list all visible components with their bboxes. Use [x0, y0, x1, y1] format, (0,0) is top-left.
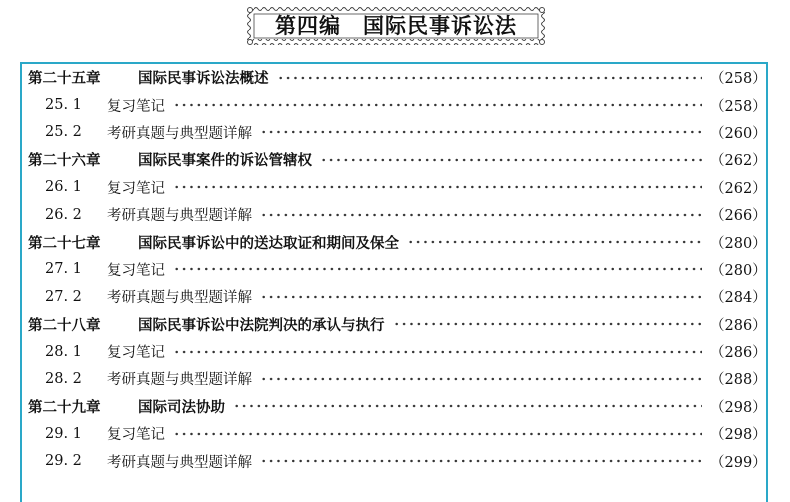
table-of-contents	[28, 64, 767, 475]
section-title: 复习笔记	[107, 180, 165, 197]
section-number: 27. 1	[45, 261, 82, 278]
dot-leader	[393, 317, 703, 331]
page-number: （286）	[710, 345, 767, 362]
toc-section-row[interactable]	[28, 447, 767, 474]
page-number: （280）	[710, 262, 767, 279]
chapter-title: 国际司法协助	[138, 399, 225, 416]
page-number: （284）	[710, 290, 767, 307]
chapter-title: 国际民事诉讼中的送达取证和期间及保全	[138, 235, 399, 252]
dot-leader	[260, 454, 702, 468]
dot-leader	[407, 235, 702, 249]
dot-leader	[320, 153, 702, 167]
toc-chapter-row[interactable]	[28, 146, 767, 173]
toc-section-row[interactable]	[28, 174, 767, 201]
toc-section-row[interactable]	[28, 119, 767, 146]
section-number: 28. 2	[45, 370, 82, 387]
dot-leader	[173, 98, 702, 112]
part-title: 第四编 国际民事诉讼法	[275, 14, 517, 38]
section-title: 复习笔记	[107, 262, 165, 279]
dot-leader	[260, 208, 702, 222]
section-title: 考研真题与典型题详解	[107, 208, 252, 225]
toc-chapter-row[interactable]	[28, 228, 767, 255]
section-title: 考研真题与典型题详解	[107, 372, 252, 389]
section-number: 25. 1	[45, 97, 82, 114]
chapter-number: 第二十七章	[28, 235, 101, 252]
toc-section-row[interactable]	[28, 420, 767, 447]
toc-section-row[interactable]	[28, 365, 767, 392]
chapter-number: 第二十九章	[28, 399, 101, 416]
chapter-number: 第二十六章	[28, 153, 101, 170]
dot-leader	[173, 262, 702, 276]
page-number: （262）	[710, 153, 767, 170]
section-number: 26. 2	[45, 206, 82, 223]
page-number: （260）	[710, 125, 767, 142]
toc-section-row[interactable]	[28, 256, 767, 283]
page-number: （286）	[710, 317, 767, 334]
section-number: 26. 1	[45, 179, 82, 196]
page-number: （262）	[710, 180, 767, 197]
dot-leader	[260, 372, 702, 386]
toc-chapter-row[interactable]	[28, 393, 767, 420]
page-number: （299）	[710, 454, 767, 471]
page-number: （298）	[710, 399, 767, 416]
chapter-number: 第二十八章	[28, 317, 101, 334]
section-number: 29. 2	[45, 453, 82, 470]
dot-leader	[233, 399, 702, 413]
section-number: 29. 1	[45, 425, 82, 442]
page-number: （258）	[710, 98, 767, 115]
part-title-box	[246, 6, 546, 46]
section-number: 28. 1	[45, 343, 82, 360]
dot-leader	[260, 125, 702, 139]
toc-section-row[interactable]	[28, 338, 767, 365]
section-title: 考研真题与典型题详解	[107, 125, 252, 142]
toc-chapter-row[interactable]	[28, 311, 767, 338]
page-number: （288）	[710, 372, 767, 389]
page-number: （298）	[710, 427, 767, 444]
chapter-title: 国际民事诉讼中法院判决的承认与执行	[138, 317, 385, 334]
page-number: （280）	[710, 235, 767, 252]
section-title: 考研真题与典型题详解	[107, 290, 252, 307]
toc-chapter-row[interactable]	[28, 64, 767, 91]
toc-section-row[interactable]	[28, 283, 767, 310]
toc-section-row[interactable]	[28, 201, 767, 228]
chapter-number: 第二十五章	[28, 71, 101, 88]
section-number: 27. 2	[45, 288, 82, 305]
section-title: 复习笔记	[107, 345, 165, 362]
dot-leader	[173, 180, 702, 194]
chapter-title: 国际民事案件的诉讼管辖权	[138, 153, 312, 170]
page-number: （258）	[710, 71, 767, 88]
dot-leader	[260, 290, 702, 304]
section-title: 考研真题与典型题详解	[107, 454, 252, 471]
part-header	[0, 0, 790, 56]
section-title: 复习笔记	[107, 427, 165, 444]
section-number: 25. 2	[45, 124, 82, 141]
dot-leader	[173, 427, 702, 441]
section-title: 复习笔记	[107, 98, 165, 115]
chapter-title: 国际民事诉讼法概述	[138, 71, 269, 88]
dot-leader	[277, 71, 703, 85]
dot-leader	[173, 345, 702, 359]
page-number: （266）	[710, 208, 767, 225]
toc-section-row[interactable]	[28, 91, 767, 118]
